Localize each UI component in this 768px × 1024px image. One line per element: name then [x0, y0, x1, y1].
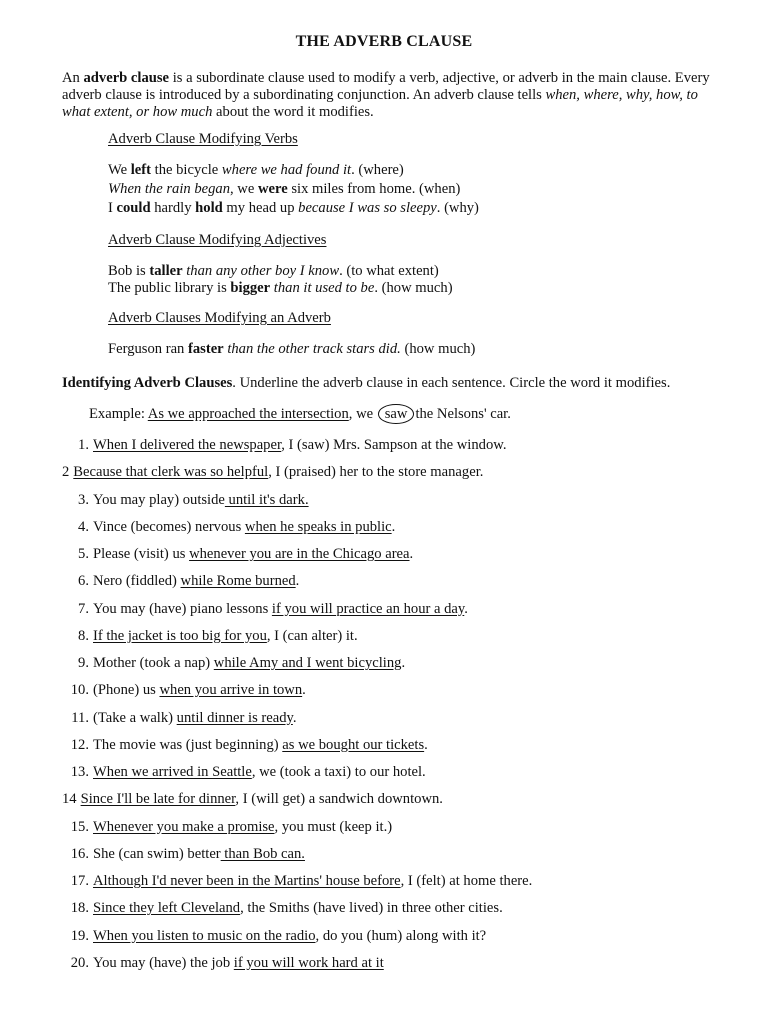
exercise-item [62, 628, 742, 655]
exercise-item [62, 819, 742, 846]
item-number: 4. [78, 518, 89, 535]
worked-example: Example: As we approached the intersection, we saw the Nelsons' car. [89, 406, 511, 422]
item-text: (Take a walk) [93, 709, 177, 726]
section-verbs [108, 131, 728, 217]
exercise-item [62, 900, 742, 927]
exercise-item [62, 601, 742, 628]
exercise-item [62, 437, 742, 464]
item-number: 6. [78, 573, 89, 590]
exercise-item [62, 546, 742, 573]
example-sentence: I could hardly hold my head up because I was so sleepy. (why) [108, 200, 479, 216]
adverb-clause: as we bought our tickets [282, 736, 425, 753]
section-heading: Adverb Clause Modifying Adjectives [108, 232, 327, 248]
circled-word: saw [378, 404, 415, 424]
item-text: . [295, 573, 300, 590]
item-text: , I (can alter) it. [266, 627, 358, 644]
item-text: Nero (fiddled) [93, 573, 181, 590]
example-clause: As we approached the intersection [147, 406, 349, 422]
adverb-clause: When you listen to music on the radio [93, 927, 316, 944]
item-number: 15. [70, 818, 89, 835]
intro-text: about the word it modifies. [212, 104, 374, 120]
exercise-item [62, 764, 742, 791]
item-number: 5. [78, 546, 89, 562]
intro-paragraph [62, 70, 712, 121]
item-text: . [401, 655, 406, 671]
intro-text: is a subordinate clause used to modify a verb, adjective, or adverb in the main clause. Every adverb clause is introduced by a subordinating conjunction. An adverb clause tells [62, 70, 710, 103]
exercise-item [62, 573, 742, 600]
item-text: , I (saw) Mrs. Sampson at the window. [281, 437, 507, 453]
item-number: 12. [70, 736, 89, 753]
item-text: . [292, 709, 297, 726]
exercise-instructions [62, 375, 742, 392]
item-text: The movie was (just beginning) [93, 736, 283, 753]
item-text: . [424, 736, 428, 753]
item-number: 10. [70, 682, 89, 699]
example-sentence: We left the bicycle where we had found it. (where) [108, 162, 404, 178]
exercise-item [62, 873, 742, 900]
item-number: 16. [70, 845, 89, 862]
item-text: . [391, 518, 396, 535]
item-number: 3. [78, 491, 89, 508]
exercise-item [62, 519, 742, 546]
item-number: 13. [70, 764, 89, 780]
item-number: 17. [70, 873, 89, 889]
adverb-clause: when he speaks in public [244, 518, 392, 535]
exercise-item [62, 737, 742, 764]
adverb-clause: than Bob can. [220, 845, 305, 862]
item-text: , I (praised) her to the store manager. [268, 464, 484, 481]
adverb-clause: if you will work hard at it [233, 954, 384, 971]
section-adjectives [108, 232, 728, 297]
item-text: , we (took a taxi) to our hotel. [251, 764, 426, 780]
item-text: , do you (hum) along with it? [315, 927, 487, 944]
item-text: (Phone) us [93, 682, 160, 699]
item-number: 9. [78, 655, 89, 671]
exercise-item [62, 655, 742, 682]
item-text: , you must (keep it.) [274, 818, 393, 835]
item-text: , I (felt) at home there. [400, 873, 533, 889]
item-text: She (can swim) better [93, 845, 221, 862]
adverb-clause: Whenever you make a promise [93, 818, 275, 835]
adverb-clause: whenever you are in the Chicago area [189, 546, 410, 562]
adverb-clause: Although I'd never been in the Martins' house before [93, 873, 401, 889]
item-number: 8. [78, 627, 89, 644]
example-sentence: The public library is bigger than it used to be. (how much) [108, 280, 453, 296]
intro-text: An [62, 70, 84, 86]
section-heading: Adverb Clauses Modifying an Adverb [108, 310, 331, 326]
adverb-clause: If the jacket is too big for you [93, 627, 267, 644]
adverb-clause: When I delivered the newspaper [93, 437, 282, 453]
exercise-title: Identifying Adverb Clauses [62, 375, 233, 391]
adverb-clause: while Amy and I went bicycling [213, 655, 402, 671]
intro-questions: when, where, why, how, to what extent, or how much [62, 87, 698, 120]
adverb-clause: Because that clerk was so helpful [73, 464, 269, 481]
adverb-clause: if you will practice an hour a day [271, 600, 465, 617]
item-number: 2 [62, 464, 70, 481]
item-number: 18. [70, 900, 89, 917]
item-text: , I (will get) a sandwich downtown. [235, 791, 443, 808]
item-number: 20. [70, 954, 89, 971]
exercise-item [62, 710, 742, 737]
item-text: . [302, 682, 306, 699]
item-text: Vince (becomes) nervous [93, 518, 245, 535]
example-sentence: When the rain began, we were six miles from home. (when) [108, 181, 461, 197]
adverb-clause: until it's dark. [224, 491, 309, 508]
example-sentence: Bob is taller than any other boy I know. (to what extent) [108, 263, 439, 279]
adverb-clause: Since they left Cleveland [93, 900, 241, 917]
item-text: You may (have) the job [93, 954, 234, 971]
item-text: . [409, 546, 414, 562]
instruction-text: . Underline the adverb clause in each sentence. Circle the word it modifies. [232, 375, 671, 391]
item-text: Mother (took a nap) [93, 655, 214, 671]
example-sentence: Ferguson ran faster than the other track stars did. (how much) [108, 341, 476, 357]
exercise-list [62, 437, 742, 982]
exercise-item [62, 464, 742, 491]
exercise-item [62, 955, 742, 982]
exercise-item [62, 791, 742, 818]
adverb-clause: When we arrived in Seattle [93, 764, 252, 780]
exercise-item [62, 492, 742, 519]
item-text: You may (have) piano lessons [93, 600, 272, 617]
item-text: You may play) outside [93, 491, 225, 508]
adverb-clause: while Rome burned [180, 573, 296, 590]
item-number: 7. [78, 600, 89, 617]
item-number: 19. [70, 927, 89, 944]
item-number: 11. [71, 709, 89, 726]
item-text: , the Smiths (have lived) in three other cities. [240, 900, 503, 917]
page-title: THE ADVERB CLAUSE [295, 33, 473, 50]
section-heading: Adverb Clause Modifying Verbs [108, 131, 298, 147]
item-text: Please (visit) us [93, 546, 190, 562]
exercise-item [62, 682, 742, 709]
example-label: Example: [89, 406, 148, 422]
exercise-item [62, 846, 742, 873]
exercise-item [62, 928, 742, 955]
adverb-clause: when you arrive in town [159, 682, 303, 699]
item-text: . [464, 600, 468, 617]
item-number: 14 [62, 791, 77, 808]
item-number: 1. [78, 437, 89, 453]
adverb-clause: Since I'll be late for dinner [80, 791, 236, 808]
adverb-clause: until dinner is ready [176, 709, 293, 726]
intro-term: adverb clause [83, 70, 170, 86]
section-adverb [108, 310, 728, 358]
